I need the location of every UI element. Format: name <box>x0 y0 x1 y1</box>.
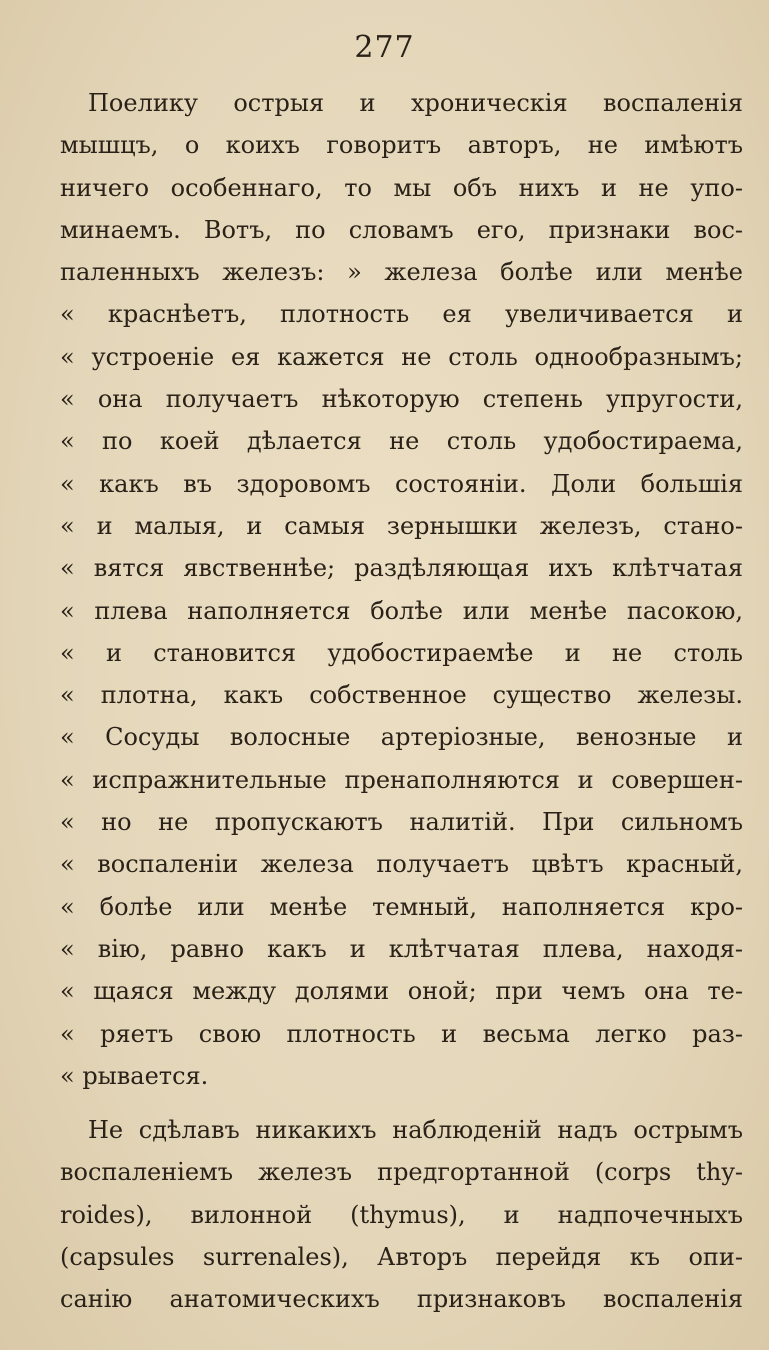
text-line: « но не пропускаютъ налитій. При сильномъ <box>60 808 743 837</box>
text-line: « плева наполняется болѣе или менѣе пасокою, <box>60 596 743 625</box>
text-line: « щаяся между долями оной; при чемъ она те- <box>60 977 743 1006</box>
text-line: « воспаленіи железа получаетъ цвѣтъ красный, <box>60 850 743 879</box>
text-line: минаемъ. Вотъ, по словамъ его, признаки вос- <box>60 215 743 244</box>
page-number: 277 <box>354 30 415 65</box>
text-line: « болѣе или менѣе темный, наполняется кро- <box>60 892 743 921</box>
text-line: Не сдѣлавъ никакихъ наблюденій надъ острымъ <box>88 1116 743 1145</box>
text-line: « вятся явственнѣе; раздѣляющая ихъ клѣтчатая <box>60 554 743 583</box>
text-line: Поелику острыя и хроническія воспаленія <box>88 89 743 117</box>
text-line: воспаленіемъ железъ предгортанной (corps thy- <box>60 1158 743 1187</box>
text-line: « краснѣетъ, плотность ея увеличивается и <box>60 300 743 329</box>
text-line: ничего особеннаго, то мы объ нихъ и не упо- <box>60 173 743 202</box>
text-line: « испражнительные пренаполняются и совершен- <box>60 765 743 794</box>
text-line: « ряетъ свою плотность и весьма легко раз- <box>60 1019 743 1048</box>
text-line: « Сосуды волосные артеріозные, венозные и <box>60 723 743 752</box>
text-line: « она получаетъ нѣкоторую степень упругости, <box>60 385 743 414</box>
text-line: « устроеніе ея кажется не столь однообразнымъ; <box>60 342 743 371</box>
text-line: « по коей дѣлается не столь удобостираема, <box>60 427 743 456</box>
paragraph-gap <box>60 1097 743 1109</box>
text-line: roides), вилонной (thymus), и надпочечныхъ <box>60 1200 743 1229</box>
text-line: « и малыя, и самыя зернышки железъ, стано- <box>60 511 743 540</box>
text-line: мышцъ, о коихъ говоритъ авторъ, не имѣютъ <box>60 131 743 160</box>
text-line: « какъ въ здоровомъ состояніи. Доли большія <box>60 469 743 498</box>
body-text <box>60 82 743 1321</box>
text-line: « и становится удобостираемѣе и не столь <box>60 638 743 667</box>
text-line: паленныхъ железъ: » железа болѣе или менѣе <box>60 258 743 287</box>
text-line: « плотна, какъ собственное существо железы. <box>60 681 743 710</box>
paragraph-1 <box>60 82 743 1097</box>
text-line: « рывается. <box>60 1061 209 1090</box>
text-line: « вію, равно какъ и клѣтчатая плева, находя- <box>60 934 743 963</box>
text-line: санію анатомическихъ признаковъ воспаленія <box>60 1285 743 1314</box>
paragraph-2 <box>60 1109 743 1320</box>
text-line: (capsules surrenales), Авторъ перейдя къ опи- <box>60 1243 743 1272</box>
